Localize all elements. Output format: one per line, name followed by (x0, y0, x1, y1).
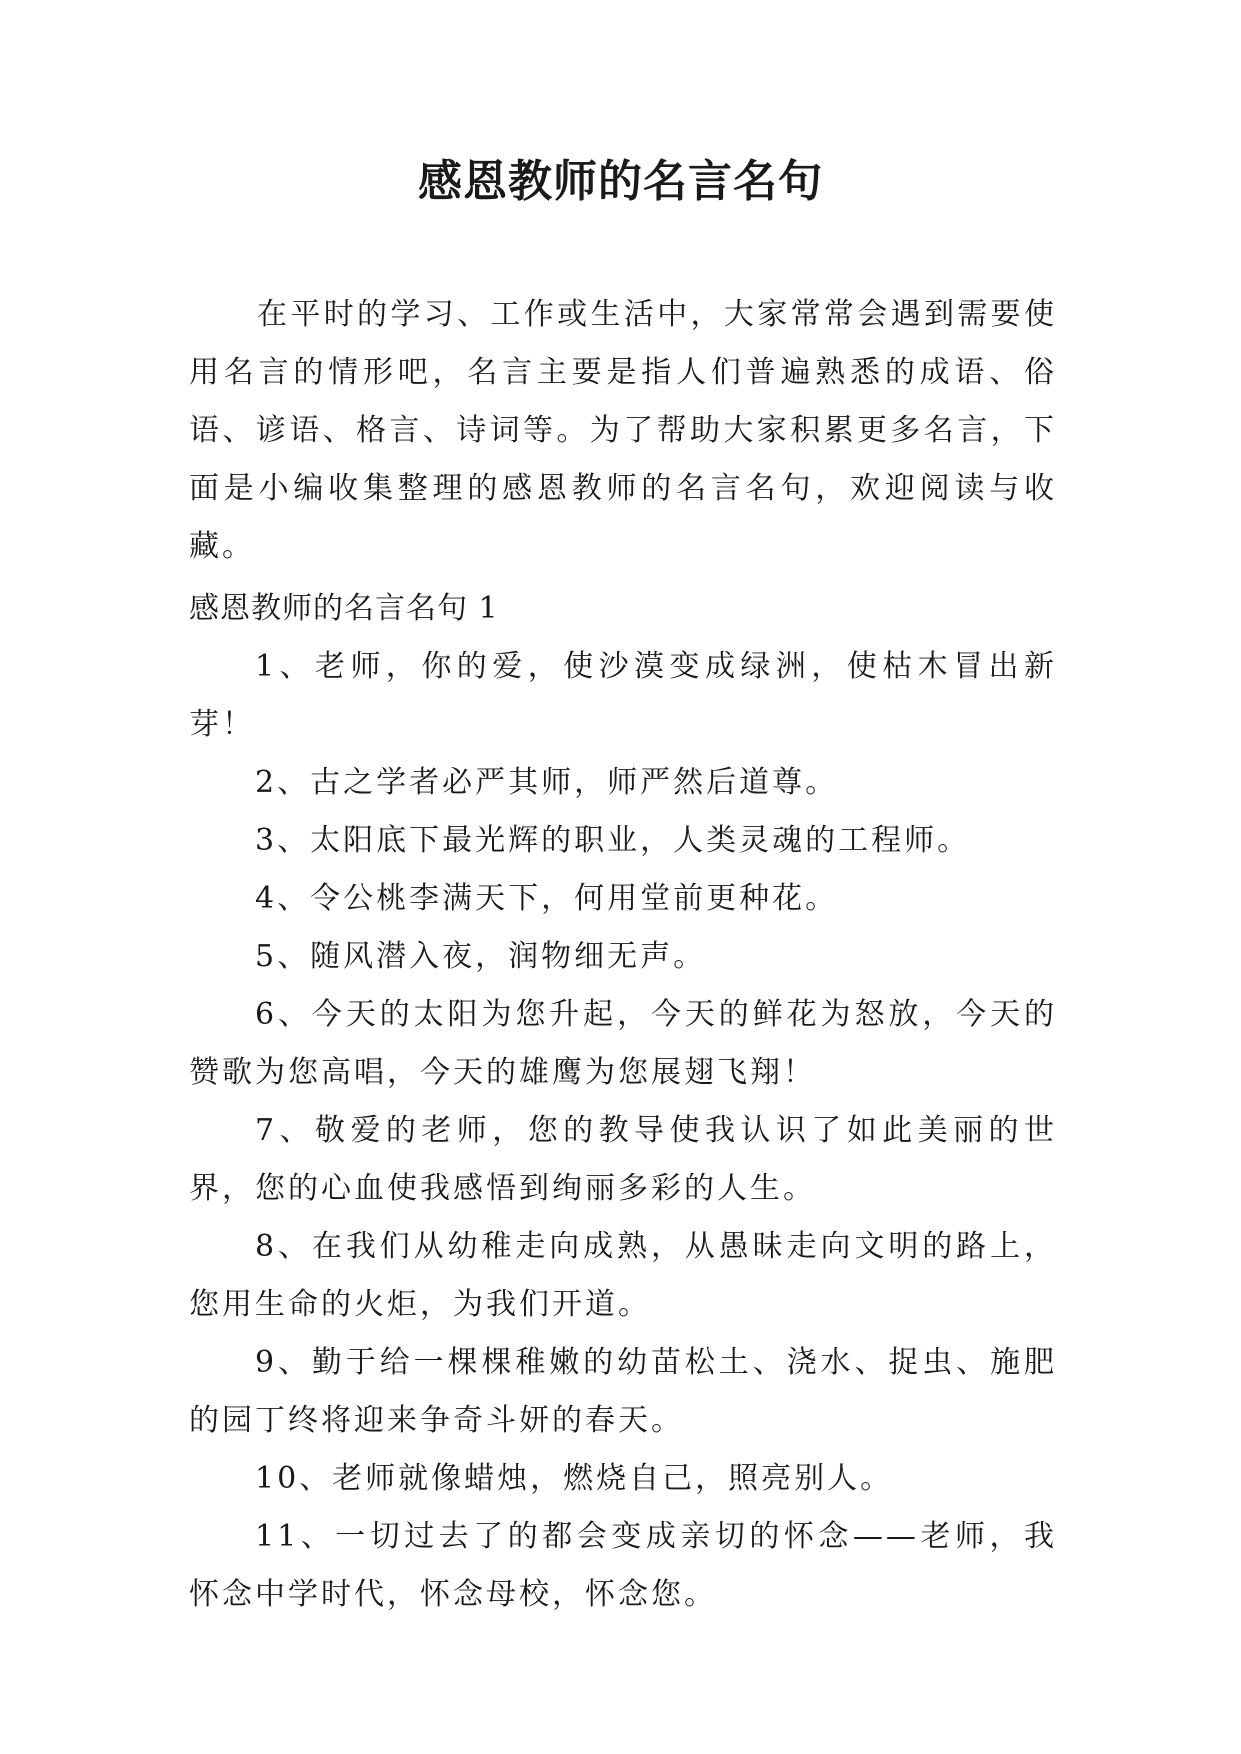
intro-paragraph: 在平时的学习、工作或生活中，大家常常会遇到需要使用名言的情形吧，名言主要是指人们普遍熟悉的成语、俗语、谚语、格言、诗词等。为了帮助大家积累更多名言，下面是小编收集整理的感恩教师的名言名句，欢迎阅读与收藏。 (189, 297, 1057, 564)
quote-item: 3、太阳底下最光辉的职业，人类灵魂的工程师。 (255, 823, 971, 858)
section-heading: 感恩教师的名言名句 1 (189, 591, 499, 626)
quote-item: 8、在我们从幼稚走向成熟，从愚昧走向文明的路上，您用生命的火炬，为我们开道。 (189, 1229, 1057, 1322)
quote-item: 5、随风潜入夜，润物细无声。 (255, 939, 707, 974)
quote-item: 1、老师，你的爱，使沙漠变成绿洲，使枯木冒出新芽！ (189, 649, 1057, 742)
quote-item: 7、敬爱的老师，您的教导使我认识了如此美丽的世界，您的心血使我感悟到绚丽多彩的人生。 (189, 1113, 1057, 1206)
quote-item: 11、一切过去了的都会变成亲切的怀念——老师，我怀念中学时代，怀念母校，怀念您。 (189, 1519, 1057, 1612)
quote-item: 2、古之学者必严其师，师严然后道尊。 (255, 765, 839, 800)
quote-item: 4、令公桃李满天下，何用堂前更种花。 (255, 881, 839, 916)
quote-list (189, 638, 1057, 1624)
quote-item: 10、老师就像蜡烛，燃烧自己，照亮别人。 (255, 1461, 894, 1496)
document-title: 感恩教师的名言名句 (418, 156, 823, 207)
quote-item: 6、今天的太阳为您升起，今天的鲜花为怒放，今天的赞歌为您高唱，今天的雄鹰为您展翅飞翔！ (189, 997, 1057, 1090)
quote-item: 9、勤于给一棵棵稚嫩的幼苗松土、浇水、捉虫、施肥的园丁终将迎来争奇斗妍的春天。 (189, 1345, 1057, 1438)
